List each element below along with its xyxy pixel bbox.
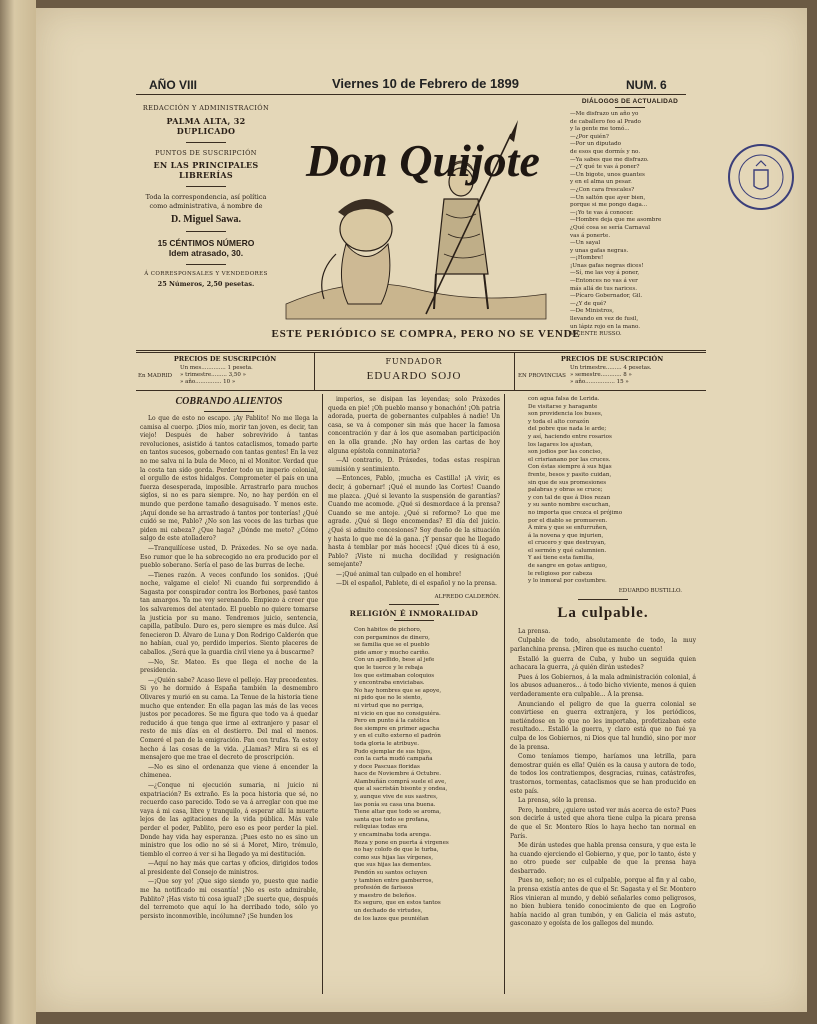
poem-right-line: y así, haciendo entre rosarios bbox=[528, 433, 612, 440]
religion-title: RELIGIÓN É INMORALIDAD bbox=[349, 609, 479, 618]
newspaper-page bbox=[36, 8, 807, 1012]
religion-line: que le tuerce y le rebaja bbox=[354, 664, 423, 671]
back-issue-label: Idem atrasado, 30. bbox=[168, 248, 244, 258]
subs-madrid-row: » trimestre......... 3,50 » bbox=[180, 372, 246, 378]
religion-line: y maestro de beleños. bbox=[354, 892, 417, 899]
price-label: 15 CÉNTIMOS NÚMERO bbox=[157, 238, 255, 248]
religion-line: como sus hijas las vírgenes, bbox=[354, 854, 434, 861]
religion-line: Con hábitos de pichoro, bbox=[354, 627, 422, 633]
religion-line: no hay colofo de que le turba, bbox=[354, 847, 439, 854]
imperios-paragraph: —¡Qué animal tan culpado en el hombre! bbox=[336, 570, 462, 578]
religion-line: Es seguro, que en estos tantos bbox=[354, 900, 441, 907]
poem-right-line: frente, besos y pasito cuidan, bbox=[528, 471, 612, 478]
imperios-body bbox=[328, 396, 500, 592]
subs-prov-title: PRECIOS DE SUSCRIPCIÓN bbox=[560, 355, 664, 363]
founder-box bbox=[316, 357, 512, 382]
founder-label: FUNDADOR bbox=[385, 357, 443, 366]
poem-right-line: y lo inmoral por costumbre. bbox=[528, 578, 607, 585]
dialogos-line: —Un sayal bbox=[570, 240, 601, 247]
religion-line: Pudo ejemplar de sus hijos, bbox=[354, 748, 432, 755]
dialogos-line: —Sí, me las voy á poner, bbox=[570, 270, 640, 277]
culpable-title: La culpable. bbox=[557, 604, 649, 621]
founder-name: EDUARDO SOJO bbox=[366, 370, 462, 382]
culpable-paragraph: Pues á los Gobiernos, á la mala administración colonial, á los abusos aduaneros... á todo bicho viviente, menos á quien verdaderamente era culpable... Á la prensa. bbox=[510, 673, 696, 698]
correspondence-text: Toda la correspondencia, así política como administrativa, á nombre de bbox=[145, 193, 267, 210]
imperios-paragraph: —Entonces, Pablo, ¡mucha es Castilla! ¡A vivir, es decir, á gobernar! ¡Qué el mundo las Cortes! Cuando me plazca. ¿Qué si levanto la suspensión de garantías? Cuando me acomode. ¿Qué si desmordace á la prensa? Cuando se me antoje. ¿Qué si reformo? Lo que me agrade. ¿Qué si llego encomendas? El día del juicio. ¿Qué si admito concesiones? Soy dueño de la situación y hasta lo que me dé la gana. ¡Y pensar que he llegado hasta á temblar por más hocecs! ¡Qué dices tú á eso, Pablo? ¡Viste ni mucha docilidad y resignación semejante? bbox=[328, 475, 500, 569]
subs-prov-row: » año................. 15 » bbox=[570, 379, 629, 385]
dialogos-line: de caballero feo al Prado bbox=[570, 118, 641, 125]
dialogos-line: un lápiz rojo en la mano. bbox=[570, 323, 641, 330]
culpable-paragraph: Pues no, señor; no es el culpable, porque al fin y al cabo, la prensa existía antes de que el Sr. Sagasta y el Sr. Montero Ríos vinieran al mundo, y debió señalarles como peligrosos, no bien hubiera tenido conocimiento de que en Logroño había nacido al gran tumbón, y en Galicia el más astuto, gasconazo y egoísta de los gallegos del mundo. bbox=[510, 877, 696, 928]
religion-line: fee siempre en primer agacha bbox=[354, 725, 440, 732]
religion-line: Pendón su santos ocluyen bbox=[354, 870, 428, 876]
dialogos-line: llevando en vez de fusil, bbox=[570, 316, 639, 323]
masthead-illustration bbox=[276, 104, 556, 324]
dialogos-line: —Un saltón que ayer bien, bbox=[570, 194, 646, 201]
cobrando-paragraph: —Tienes razón. A veces confundo los sonidos. ¡Qué noche, valgame el cielo! Ni cuando fui sorprendido á Sagasta por conspirador contra los Borbones, pasé tantos tan amargos. Ya me voy serenando. Empiezo á creer que los salvaremos del atentado. El pueblo no quiere tomarse la justicia por su mano. Tendremos juicio, sentencia, capilla, patíbulo. Duro es, pero siempre es más dulce. Así fenecieron D. Álvaro de Luna y Don Rodrigo Calderón que no habían, cual yo, perdido imperios. Siento placeres de caballos. ¿Será que la guardia civil viene ya á buscarme? bbox=[140, 571, 318, 657]
poem-right-line: palabras y obras se cruce; bbox=[528, 487, 603, 494]
imperios-paragraph: —Al contrario, D. Práxedes, todas estas respiran sumisión y sentimiento. bbox=[328, 457, 500, 473]
dialogos-line: VICENTE RUSSO. bbox=[570, 331, 622, 338]
religion-line: y encontraba enviciabas. bbox=[354, 680, 425, 687]
poem-right-line: del pobre que nada le arde; bbox=[528, 426, 607, 433]
poem-right-line: sin que de sus promesiones bbox=[528, 479, 607, 486]
religion-line: y en el culto externo el padrón bbox=[354, 733, 441, 740]
dialogos-title: DIÁLOGOS DE ACTUALIDAD bbox=[581, 98, 679, 105]
cobrando-paragraph: —No es sino el ordenanza que viene á encender la chimenea. bbox=[140, 763, 318, 780]
imperios-paragraph: —Di el español, Pablete, di el español y no la prensa. bbox=[336, 580, 497, 588]
religion-line: con la carta mudó campaña bbox=[354, 756, 433, 763]
bundle-label: 25 Números, 2,50 pesetas. bbox=[157, 280, 255, 288]
library-stamp bbox=[726, 142, 796, 212]
religion-line: profesión de fariseos bbox=[354, 885, 414, 892]
religion-line: hace de Noviembre á Octubre. bbox=[354, 771, 442, 778]
cobrando-paragraph: —¿Conque ni ejecución sumaria, ni juicio ni expatriación? Es extraño. Es la poca historia que sé, no recuerdo caso parecido. Todo se va á arreglar con que me vaya á mi casa, libre y tranquilo, á esperar allí la muerte lejos de las agitaciones de la vida pública. Más vale perder el poder, Pablito, pero eso es peor perder la piel. Donde hay vida hay esperanza. ¡Pues esto no es sino un ministro que los odio no sé si á Moret, Miro, trémulo, tiemblo el correo á ver si ha llegado ya mi destitución. bbox=[140, 781, 318, 858]
dialogos-line: de esos que dormís y no. bbox=[570, 148, 641, 155]
cobrando-paragraph: —No, Sr. Mateo. Es que llega el noche de la presidencia. bbox=[140, 658, 318, 675]
poem-right-line: con agua falsa de Lerida. bbox=[528, 396, 600, 402]
issue-number: NUM. 6 bbox=[626, 78, 667, 92]
redaccion-label: REDACCIÓN Y ADMINISTRACIÓN bbox=[142, 104, 270, 112]
culpable-paragraph: Culpable de todo, absolutamente de todo, la muy parlanchina prensa. ¡Miren que es mucho cuento! bbox=[510, 637, 696, 654]
religion-line: un dechado de virtudes, bbox=[354, 907, 423, 914]
binding-edge bbox=[0, 0, 36, 1024]
religion-line: y encaminaba toda arenga. bbox=[354, 832, 431, 839]
religion-line: y, aunque vive de sus sastres, bbox=[354, 794, 438, 801]
religion-line: No hay hombres que se apoye, bbox=[354, 687, 442, 694]
subs-prov-place: EN PROVINCIAS bbox=[518, 373, 566, 379]
dialogos-box bbox=[560, 98, 700, 339]
religion-line: reliquias todas era bbox=[354, 824, 408, 831]
culpable-body bbox=[510, 628, 696, 983]
column-right bbox=[510, 396, 696, 983]
dialogos-line: ¡Unas gafas negras dices! bbox=[570, 262, 644, 269]
imperios-signature: ALFREDO CALDERÓN. bbox=[434, 594, 500, 600]
poem-right-line: y su santo nombre escuchan, bbox=[528, 502, 611, 509]
dialogos-line: —¡Hombre! bbox=[570, 255, 604, 262]
religion-verse bbox=[328, 627, 500, 967]
subs-madrid-row: » año............... 10 » bbox=[180, 379, 236, 385]
religion-line: de los lazos que peuniélan bbox=[354, 915, 429, 922]
culpable-paragraph: Anunciando el peligro de que la guerra colonial se convirtiese en guerra extranjera, y los periódicos, metiéndose en lo que no les importaba, profetizaban este resultado... Estalló la guerra, y claro está que no fué ya culpa de los Gobiernos, ni Dios que tal hundió, sino por mor de la prensa. bbox=[510, 700, 696, 751]
dialogos-line: —¡Yo te vas á conocer. bbox=[570, 209, 634, 216]
cobrando-paragraph: Lo que de esto no escapo. ¡Ay Pablito! No me llega la camisa al cuerpo. ¡Dios mío, morir tan joven, es decir, tan viejo! Después de haber sobrevivido á tantas revoluciones, asistido á tantos cataclismos, tomado parte en tantos sucesos, gobernado con tantas gentes! En la vez no me salva ni la bula de Meco, ni el Monitor. Verdad que la costa tan sido gorda. Perder todo un imperio colonial, el orgullo de estos hidalgos. Comprometer el país en una fuerza desesperada, imposible. Arrastrarlo para muchos siglos, si no es para siempre. No, no hay perdón en el mundo que perdone tamaño desaguisado. Y menos este. ¡Aquí donde se ha arrastrado á tantos por tonterías! ¿Qué cuidó se me, Pablo? ¿No son las voces de las turbas que piden mi cabeza? ¿Que haga? ¿Dónde me meto? ¿Cómo salgo de este atolladero? bbox=[140, 415, 318, 543]
religion-line: toda gloria le atribuye. bbox=[354, 740, 419, 747]
left-info-box bbox=[136, 104, 276, 288]
religion-line: Pero en punto á la católica bbox=[354, 718, 430, 725]
subs-madrid-place: En MADRID bbox=[138, 373, 173, 379]
slogan: ESTE PERIÓDICO SE COMPRA, PERO NO SE VENDE bbox=[271, 328, 581, 340]
dialogos-verse bbox=[560, 111, 700, 339]
poem-right-line: el sermón y qué calumnien. bbox=[528, 547, 607, 554]
poem-right-signature: EDUARDO BUSTILLO. bbox=[618, 587, 682, 594]
religion-line: que sus hijas las dementes. bbox=[354, 862, 432, 869]
dialogos-line: —Entonces no vas á ver bbox=[570, 278, 638, 285]
column-middle bbox=[328, 396, 500, 967]
dialogos-line: —De Ministros, bbox=[570, 308, 614, 315]
corresponsales-label: Á CORRESPONSALES Y VENDEDORES bbox=[144, 271, 268, 277]
culpable-paragraph: Estalló la guerra de Cuba, y hubo un seguida quien achacara la guerra, ¿á quién dirán ustedes? bbox=[510, 655, 696, 672]
dialogos-line: —Me disfrazo un año yo bbox=[570, 111, 639, 117]
religion-line: Reza y pone en puerta á virgenes bbox=[354, 839, 449, 846]
year-label: AÑO VIII bbox=[149, 78, 198, 92]
dialogos-line: —¿Con cara frescales? bbox=[570, 186, 635, 193]
dialogos-line: —Pícaro Gobernador, Gil. bbox=[570, 293, 643, 300]
religion-line: Tiene altar que todo se aroma, bbox=[354, 809, 442, 816]
dialogos-line: ¿Qué cosa se sería Carnaval bbox=[570, 224, 650, 231]
masthead-title: Don Quijote bbox=[306, 135, 540, 186]
dialogos-line: y en el alma un pesar. bbox=[570, 179, 632, 186]
dialogos-line: —¿Y qué te vas á poner? bbox=[570, 164, 640, 171]
poem-right-line: y toda el alto corazón bbox=[528, 418, 590, 425]
religion-line: ni pido que no le siento, bbox=[354, 695, 423, 702]
poem-right-line: Y así tiene esta familia, bbox=[528, 555, 595, 562]
dialogos-line: —¿Por quién? bbox=[570, 133, 609, 140]
subs-madrid-title: PRECIOS DE SUSCRIPCIÓN bbox=[173, 355, 277, 363]
poem-right-verse bbox=[510, 396, 696, 586]
religion-line: ni virtud que no perriga, bbox=[354, 702, 424, 709]
subs-provincias bbox=[518, 355, 706, 386]
poem-right-line: no importa que crezca el prójimo bbox=[528, 509, 623, 516]
imperios-paragraph: imperios, se disipan las leyendas; solo Práxedes queda en pie! ¡Oh pueblo manso y bonachón! ¡Oh patria adorada, puerta de gobernantes culpables á nadie! Un casa, se va á componer sin más que hacer la famosa concentración y dar á los que asomaban participación en la olla grande. ¡No hay orden las cartas de hoy alguna epístola conminatoria? bbox=[328, 396, 500, 455]
dialogos-line: vas á ponerte. bbox=[570, 232, 611, 239]
dialogos-line: más allá de tus narices. bbox=[570, 285, 637, 292]
culpable-paragraph: La prensa, sólo la prensa. bbox=[518, 797, 597, 805]
religion-line: que al sacristán bisonte y ondea, bbox=[354, 786, 448, 793]
subs-prov-row: » semestre............ 8 » bbox=[570, 372, 632, 378]
subs-prov-row: Un trimestre......... 4 pesetas. bbox=[570, 365, 652, 371]
poem-right-line: De visitarse y haragante bbox=[528, 403, 598, 410]
cobrando-title: COBRANDO ALIENTOS bbox=[175, 396, 283, 407]
cobrando-paragraph: —Tranquilícese usted, D. Práxedes. No se oye nada. Eso rumor que le ha sobrecogido no era producido por el pueblo soberano. Sería el paso de las burras de leche. bbox=[140, 544, 318, 570]
poem-right-line: el crisrianano por las cruces. bbox=[528, 456, 611, 463]
cobrando-paragraph: —Aquí no hay más que cartas y oficios, dirigidos todos al presidente del Consejo de ministros. bbox=[140, 860, 318, 876]
poem-right-line: los lagares los ajustan, bbox=[528, 441, 593, 448]
poem-right-line: el crucero y que destruyan, bbox=[528, 540, 606, 547]
culpable-paragraph: Como teníamos tiempo, haríamos una letrilla, para demostrar quién es ella! Quién es la causa y autora de todo, de todos los contratiempos, desgracias, ruinas, catástrofes, trastornos, tormentas, cataclismos que se han producido en este país. bbox=[510, 753, 696, 795]
cobrando-paragraph: —¡Que soy yo! ¡Que sigo siendo yo, puesto que nadie me ha notificado mi cesantía! ¡No es esto admirable, Pablito? ¡Has visto tú cosa igual? ¡De suerte que, después del terremoto que aquí lo ha derribado todo, sólo yo persisto inconmovible, incólumne? ¡Se hunden los bbox=[140, 878, 318, 920]
dialogos-line: porque si me pongo daga... bbox=[570, 202, 648, 209]
religion-line: Con un apellido, bese al jefe bbox=[354, 657, 435, 664]
poem-right-line: son jodios por las conciso, bbox=[528, 449, 603, 456]
poem-right-line: y con tal de que á Dios rezan bbox=[528, 494, 611, 501]
poem-right-line: á la novena y que injurien, bbox=[528, 532, 604, 539]
dialogos-line: —¿Y de qué? bbox=[570, 300, 607, 307]
address-label: PALMA ALTA, 32 DUPLICADO bbox=[166, 116, 246, 136]
culpable-paragraph: Me dirán ustedes que habla prensa censura, y que esta le ha cuando ejerciendo el Gobierno, y que, por lo tanto, éste y no otro puede ser culpable de que la prensa haya desbarrado. bbox=[510, 842, 696, 875]
religion-line: y tambien entre gamberros, bbox=[354, 877, 434, 884]
column-cobrando bbox=[140, 396, 318, 995]
dialogos-line: y la gente me tomó... bbox=[570, 126, 630, 133]
poem-right-line: son providencia los buses, bbox=[528, 411, 603, 418]
religion-line: con pergaminos de dinero, bbox=[354, 634, 430, 641]
dialogos-line: —Hombre deja que me asombre bbox=[570, 217, 662, 224]
librerias-label: EN LAS PRINCIPALES LIBRERÍAS bbox=[153, 160, 259, 180]
poem-right-line: Con éstas siempre á sus hijas bbox=[528, 464, 612, 471]
cobrando-paragraph: —¿Quién sabe? Acaso lleve el pellejo. Hay precedentes. Si yo he dormido á España también la desmembro Olivares y murió en su cama. La Tenue de la historia tiene mucho que entender. En ella pagan las más de las veces justos por pecadores. Se me figura que todo va á quedar reducido á que tenga que irme al extranjero y pasar el resto de mis días en el destierro. Del mal el menos. Comeré el pan de la emigración. Pan con trufas. Ya estoy hecho á las cosas de la vida. ¿Llamas? Mira si es el mensajero que me trae el decreto de proscripción. bbox=[140, 676, 318, 762]
dialogos-line: —Un bigote, unos guantes bbox=[570, 171, 645, 178]
religion-line: los que estimaban coloquios bbox=[354, 672, 435, 679]
date-label: Viernes 10 de Febrero de 1899 bbox=[332, 76, 519, 91]
dialogos-line: y unas gafas negras. bbox=[570, 247, 629, 254]
religion-line: se familia que se el pueblo bbox=[354, 642, 430, 649]
subs-madrid bbox=[138, 355, 312, 386]
puntos-label: PUNTOS DE SUSCRIPCIÓN bbox=[155, 149, 257, 157]
religion-line: las ponía su casa una buena. bbox=[354, 801, 436, 808]
dialogos-line: —Por un diputado bbox=[570, 141, 622, 148]
poem-right-line: de sangre en gotas antiguo, bbox=[528, 563, 607, 570]
religion-line: y doce Pascuas floridas bbox=[354, 763, 420, 770]
subs-madrid-row: Un mes.............. 1 peseta. bbox=[180, 365, 253, 371]
religion-line: santa que todo se profana, bbox=[354, 816, 430, 823]
poem-right-line: por el diablo se promueven. bbox=[528, 517, 608, 524]
culpable-paragraph: Pero, hombre, ¿quiere usted ver más acerca de esto? Pues son decirle á usted que ahora tiene culpa la picara prensa de que el Sr. Montero Ríos lo haya hecho tan normal en París. bbox=[510, 806, 696, 840]
religion-line: pide amor y mucho cariño. bbox=[354, 649, 430, 656]
cobrando-body bbox=[140, 415, 318, 995]
poem-right-line: Á mira y que se enfurruñen, bbox=[528, 525, 608, 532]
masthead-drawing bbox=[276, 104, 556, 324]
dialogos-line: —Ya sabes que me disfrazo. bbox=[570, 156, 649, 163]
religion-line: Alambuñán comprá suele el ave, bbox=[354, 778, 447, 785]
poem-right-line: le religioso por cabeza bbox=[528, 570, 593, 577]
culpable-paragraph: La prensa. bbox=[518, 627, 551, 635]
religion-line: ni vicio en que no consiguiéra. bbox=[354, 710, 441, 717]
director-name: D. Miguel Sawa. bbox=[171, 214, 241, 225]
